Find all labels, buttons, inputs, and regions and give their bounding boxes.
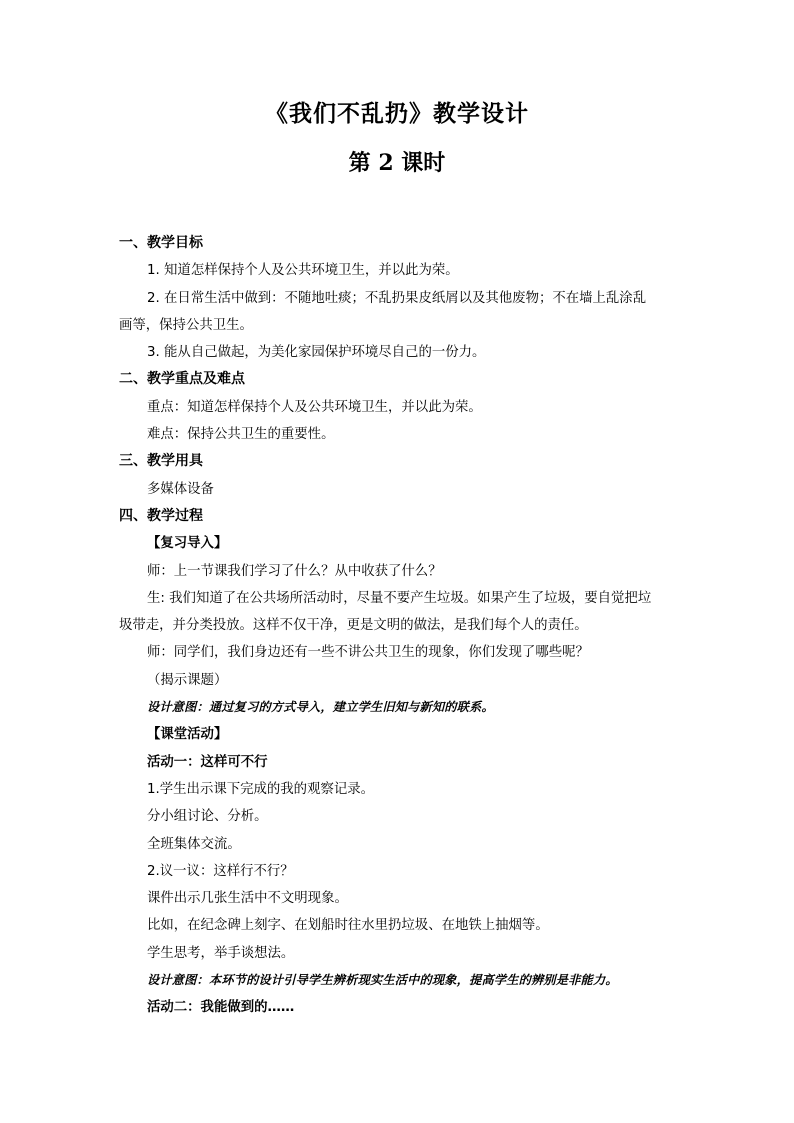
class-activity-label: 【课堂活动】	[147, 727, 228, 743]
design-intent-2: 设计意图：本环节的设计引导学生辨析现实生活中的现象，提高学生的辨别是非能力。	[147, 973, 618, 988]
key-point: 重点：知道怎样保持个人及公共环境卫生，并以此为荣。	[147, 399, 482, 415]
document-title: 《我们不乱扔》教学设计	[265, 100, 529, 127]
activity-1-step-5: 课件出示几张生活中不文明现象。	[147, 891, 348, 907]
difficult-point: 难点：保持公共卫生的重要性。	[147, 427, 335, 443]
tool-item: 多媒体设备	[147, 481, 214, 497]
section-heading-process: 四、教学过程	[119, 507, 203, 524]
section-heading-tools: 三、教学用具	[119, 453, 203, 470]
activity-1-step-4: 2.议一议：这样行不行？	[147, 863, 294, 879]
goal-item-3: 3. 能从自己做起，为美化家园保护环境尽自己的一份力。	[147, 345, 486, 361]
goal-item-2-line-1: 2. 在日常生活中做到：不随地吐痰；不乱扔果皮纸屑以及其他废物；不在墙上乱涂乱	[147, 290, 647, 306]
activity-1-step-2: 分小组讨论、分析。	[147, 809, 268, 825]
activity-1-step-6: 比如，在纪念碑上刻字、在划船时往水里扔垃圾、在地铁上抽烟等。	[147, 918, 549, 934]
teacher-question-2: 师：同学们，我们身边还有一些不讲公共卫生的现象，你们发现了哪些呢？	[147, 645, 589, 661]
reveal-topic-note: （揭示课题）	[147, 672, 228, 688]
student-answer-line-2: 圾带走，并分类投放。这样不仅干净，更是文明的做法，是我们每个人的责任。	[119, 618, 588, 634]
activity-2-title: 活动二：我能做到的……	[147, 1000, 295, 1016]
activity-1-step-7: 学生思考，举手谈想法。	[147, 945, 295, 961]
student-answer-line-1: 生: 我们知道了在公共场所活动时，尽量不要产生垃圾。如果产生了垃圾，要自觉把垃	[147, 590, 652, 606]
activity-1-step-1: 1.学生出示课下完成的我的观察记录。	[147, 781, 375, 797]
section-heading-key-points: 二、教学重点及难点	[119, 371, 245, 388]
document-body	[119, 230, 679, 1022]
goal-item-2-line-2: 画等，保持公共卫生。	[119, 317, 253, 333]
goal-item-1: 1. 知道怎样保持个人及公共环境卫生，并以此为荣。	[147, 263, 459, 279]
section-heading-goals: 一、教学目标	[119, 235, 203, 251]
review-intro-label: 【复习导入】	[147, 536, 228, 552]
lesson-subtitle: 第 2 课时	[348, 150, 446, 176]
teacher-question-1: 师：上一节课我们学习了什么？从中收获了什么？	[147, 563, 442, 579]
activity-1-step-3: 全班集体交流。	[147, 836, 241, 852]
activity-1-title: 活动一：这样可不行	[147, 754, 268, 770]
design-intent-1: 设计意图：通过复习的方式导入，建立学生旧知与新知的联系。	[147, 700, 494, 715]
